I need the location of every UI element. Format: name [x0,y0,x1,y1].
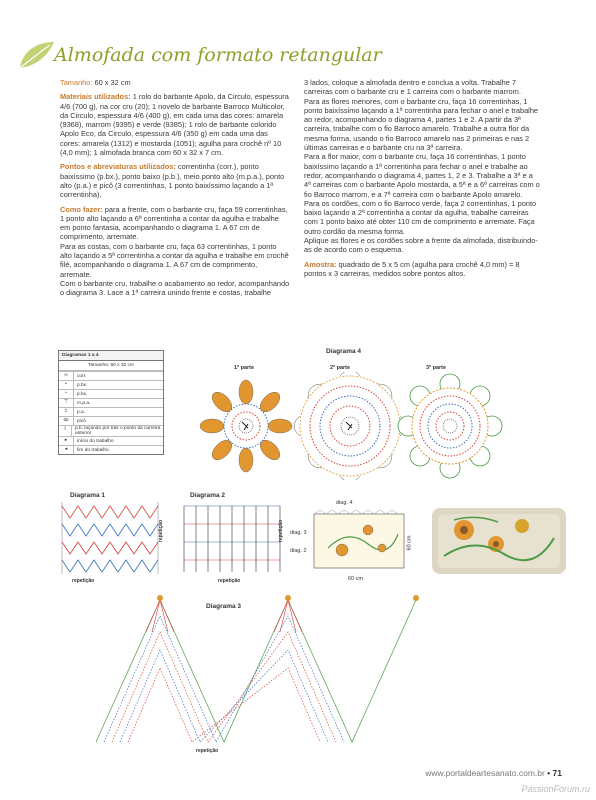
diagram2-chart [180,502,284,576]
legend-symbol: • [59,381,74,389]
footer-site: www.portaldeartesanato.com.br [425,768,545,778]
legend-text: fim do trabalho [77,447,109,453]
diagram1-label: Diagrama 1 [70,492,106,499]
right-text-4: Para os cordões, com o fio Barroco verde, faça 2 correntinhas, 1 ponto baixo laçando a 2ª correntinha a contar da agulha, trabalhe carreiras com 1 ponto baixo até obter 110 cm de comprimento e arremate. Faça outro cordão da mesma forma. [304,198,537,236]
legend-box [58,350,164,455]
legend-row [59,436,163,445]
right-text-3: Para a flor maior, com o barbante cru, faça 16 correntinhas, 1 ponto baixíssimo laçando a 1ª correntinha para fechar o anel e trabalhe ao redor, acompanhando o diagrama 4, partes 1, 2 e 3. Trabalhe a 3ª e a 4ª carreiras com o barbante Apolo mostarda, a 5ª e a 6ª carreiras com o fio Barroco marrom, e a 7ª carreira com o barbante Apolo amarelo. [304,152,540,199]
points-paragraph [60,162,290,199]
legend-size: Tamanho: 60 x 32 cm [59,361,163,371]
legend-symbol: ‡ [59,408,74,416]
size-label: Tamanho: [60,78,93,87]
legend-symbol: ∞ [59,372,74,380]
legend-symbol: ◂ [59,446,74,454]
diagram2-repeat-v: repetição [278,519,285,543]
diagram3-label: Diagrama 3 [206,603,242,610]
size-value: 60 x 32 cm [94,78,131,87]
schema-diag3: diag. 3 [290,530,307,536]
flower-part2 [294,372,406,480]
diagram2-label: Diagrama 2 [190,492,226,499]
watermark: PassionForum.ru [521,784,590,794]
schema-height: 60 cm [406,535,413,551]
legend-text: m.p.a. [77,400,91,406]
legend-row [59,371,163,380]
right-column [304,78,540,283]
page-number-value: 71 [552,768,562,778]
schema-width: 60 cm [348,576,363,582]
legend-symbol: + [59,390,74,398]
part1-label: 1ª parte [234,365,255,371]
page-title: Almofada com formato retangular [54,44,382,66]
cushion-photo [424,496,574,586]
legend-text: p.b. laçando por trás o ponto da carreira anterior [74,426,161,436]
left-column [60,78,290,303]
sample-label: Amostra: [304,259,337,269]
materials-text: 1 rolo do barbante Apolo, da Circulo, espessura 4/6 (700 g), na cor cru (20); 1 novelo de barbante Barroco Multicolor, da Circulo, espessura 4/6 (400 g), em cada uma das cores: amarela (9368), marrom (9395) e verde (9385); 1 rolo de barbante colorido Apolo Eco, da Circulo, espessura 4/6 (350 g) em cada uma das cores: amarela (1312) e mostarda (1051); agulha para crochê nº 10 (4,0 mm); 1 almofada branca com 60 x 32 x 7 cm. [60,92,289,158]
legend-text: p.a. [77,409,86,415]
right-text-1: 3 lados, coloque a almofada dentro e conclua a volta. Trabalhe 7 carreiras com o barbante cru e 1 carreira com o barbante marrom. [304,78,521,97]
footer [425,768,562,778]
legend-symbol: ꝏ [59,417,74,425]
legend-row [59,398,163,407]
legend-row [59,425,163,436]
part3-label: 3ª parte [426,365,447,371]
right-text-5: Aplique as flores e os cordões sobre a frente da almofada, distribuindo-as de acordo com o esquema. [304,236,538,255]
sample-paragraph [304,260,540,279]
points-label: Pontos e abreviaturas utilizados: [60,162,176,172]
diagram1-repeat-h: repetição [72,578,95,584]
leaf-icon [14,38,58,74]
diagram3-chart [90,592,420,750]
howto-text-2: Para as costas, com o barbante cru, faça 63 correntinhas, 1 ponto alto laçando a 5ª correntinha a contar da agulha e trabalhe em crochê filé, acompanhando o diagrama 1. A 67 cm de comprimento, arremate. [60,241,289,279]
size-line [60,78,290,87]
part2-label: 2ª parte [330,365,351,371]
legend-symbol: ⌇ [59,426,72,436]
legend-row [59,445,163,454]
legend-symbol: ⊤ [59,399,74,407]
legend-text: p.bx. [77,382,88,388]
right-text-2: Para as flores menores, com o barbante cru, faça 16 correntinhas, 1 ponto baixíssimo laçando a 1ª correntinha para fechar o anel e trabalhe ao redor, acompanhando o diagrama 4, partes 1 e 2. A partir da 3ª carreira, trabalhe com o fio Barroco amarelo. Trabalhe a outra flor da mesma forma, usando o fio Barroco amarelo nas 2 primeiras e nas 2 últimas carreiras e o barbante cru na 3ª carreira. [304,96,539,153]
flower-part3 [398,374,502,478]
legend-text: p.bx. [77,391,88,397]
legend-row [59,416,163,425]
schema-diag2: diag. 2 [290,548,307,554]
howto-text-1: para a frente, com o barbante cru, faça 59 correntinhas, 1 ponto alto laçando a 6ª correntinha a contar da agulha e trabalhe em ponto fantasia, acompanhando o diagrama 1. A 67 cm de comprimento, arremate. [60,204,288,242]
materials-label: Materiais utilizados: [60,92,131,102]
legend-row [59,389,163,398]
diagram1-chart [58,502,170,576]
legend-text: início do trabalho [77,438,114,444]
legend-row [59,407,163,416]
diagram1-repeat-v: repetição [158,519,165,543]
points-text: correntinha (corr.), ponto baixíssimo (p.bx.), ponto baixo (p.b.), meio ponto alto (m.p.a.), ponto alto (p.a.) e picô (3 correntinhas, 1 ponto baixíssimo laçando a 1ª correntinha). [60,162,285,200]
cushion-schema [308,508,412,578]
page-number: • 71 [547,768,562,778]
materials-paragraph [60,92,290,157]
legend-text: picô [77,418,86,424]
legend-text: corr. [77,373,87,379]
legend-row [59,380,163,389]
howto-label: Como fazer: [60,204,103,214]
sample-text: quadrado de 5 x 5 cm (agulha para crochê 4,0 mm) = 8 pontos x 3 carreiras, medidos sobre pontos altos. [304,259,520,278]
howto-paragraph [60,205,290,242]
diagram2-repeat-h: repetição [218,578,241,584]
legend-header: Diagramas 1 a 4 [59,351,163,361]
flower-part1 [200,380,292,472]
legend-symbol: ▸ [59,437,74,445]
diagram4-flowers [200,372,546,480]
diagram4-label: Diagrama 4 [326,348,362,355]
schema-diag4: diag. 4 [336,500,353,506]
diagram3-repeat: repetição [196,748,219,754]
howto-text-3: Com o barbante cru, trabalhe o acabamento ao redor, acompanhando o diagrama 3. Lace a 1ª carreira unindo frente e costas, trabalhe [60,278,290,298]
